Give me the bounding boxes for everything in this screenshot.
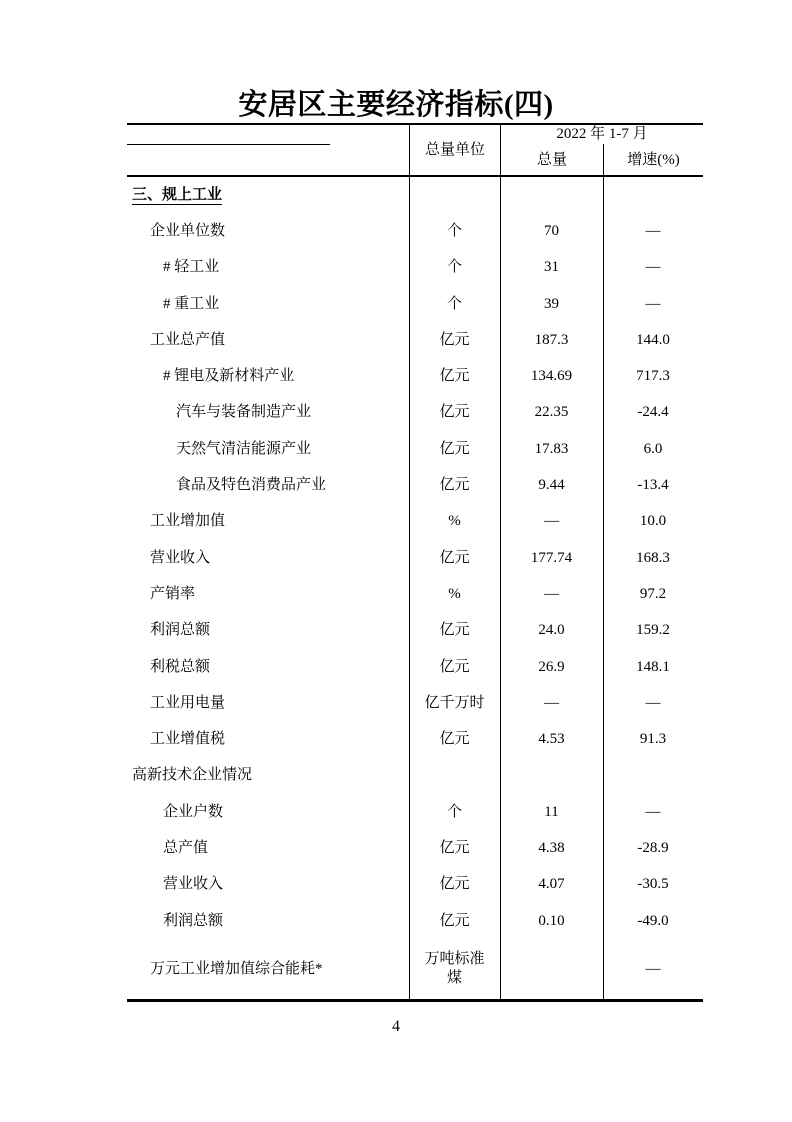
indicator-label-text: 食品及特色消费品产业 [176,477,327,494]
table-row [127,685,703,721]
indicator-label [127,912,409,931]
table-row [127,322,703,358]
table-bottom-rule [127,999,703,1002]
total-cell: 187.3 [534,331,569,348]
table-rows [127,177,703,999]
growth-cell: — [645,295,661,312]
growth-cell: — [645,222,661,239]
indicator-label-text: 利税总额 [150,658,211,675]
indicator-label-text: 利润总额 [150,622,211,639]
indicator-label-text: 产销率 [150,585,196,602]
table-row [127,286,703,322]
table-row [127,721,703,757]
indicator-label [127,585,409,604]
unit-cell: 个 [446,295,462,312]
unit-cell: 亿元 [439,331,470,348]
indicator-label [127,960,409,979]
table-row [127,540,703,576]
growth-cell: 10.0 [639,513,667,530]
growth-cell: 144.0 [636,331,670,348]
indicator-label-text: 万元工业增加值综合能耗* [150,960,323,977]
header-unit-col: 总量单位 [424,142,485,158]
indicator-label-text: 汽车与装备制造产业 [176,404,312,421]
growth-cell: -13.4 [637,477,669,494]
total-cell: 39 [544,295,559,312]
indicator-label-text: 企业户数 [163,803,224,820]
unit-cell: 亿元 [439,622,470,639]
total-cell: 11 [544,803,559,820]
unit-cell: 万吨标准煤 [424,951,485,987]
unit-cell: 亿元 [439,839,470,856]
total-cell: 0.10 [538,912,565,929]
total-cell: 24.0 [538,622,565,639]
indicator-label-text: 工业增加值 [150,513,226,530]
unit-cell: % [448,585,461,602]
table-row [127,177,703,213]
growth-cell: 91.3 [639,731,667,748]
table-row [127,576,703,612]
growth-cell: 717.3 [636,368,670,385]
table-row [127,830,703,866]
unit-cell: 亿元 [439,368,470,385]
growth-cell: — [645,960,661,977]
indicator-label [127,295,409,314]
total-cell: 4.53 [538,731,565,748]
indicator-label-text: 企业单位数 [150,222,226,239]
total-cell: — [544,513,559,530]
indicator-label [127,658,409,677]
indicator-label-text: 营业收入 [163,876,224,893]
table-row [127,939,703,999]
indicator-label-text: 营业收入 [150,549,211,566]
growth-cell: -24.4 [637,404,669,421]
unit-cell: % [448,513,461,530]
header-total: 总量 [536,152,567,168]
total-cell: 177.74 [530,549,573,566]
growth-cell: — [645,803,661,820]
total-cell: 26.9 [538,658,565,675]
indicator-label-text: 总产值 [163,839,209,856]
total-cell: 22.35 [534,404,569,421]
unit-cell: 个 [446,222,462,239]
indicator-label [127,875,409,894]
total-cell: 134.69 [530,368,573,385]
indicator-label-text: 工业总产值 [150,331,226,348]
indicator-label [127,549,409,568]
table-row [127,467,703,503]
growth-cell: 148.1 [636,658,670,675]
indicator-label [127,839,409,858]
indicator-label-text: 三、规上工业 [132,186,223,203]
indicator-label [127,258,409,277]
total-cell: 17.83 [534,440,569,457]
growth-cell: 168.3 [636,549,670,566]
total-cell: 31 [544,259,559,276]
indicator-label-text: # 重工业 [163,295,220,312]
unit-cell: 亿元 [439,549,470,566]
unit-cell: 亿元 [439,658,470,675]
total-cell: 9.44 [538,477,565,494]
growth-cell: 159.2 [636,622,670,639]
indicator-label-text: 高新技术企业情况 [132,767,253,784]
growth-cell: -28.9 [637,839,669,856]
indicator-label [127,403,409,422]
table-row [127,649,703,685]
total-cell: — [544,694,559,711]
table-row [127,613,703,649]
header-period: 2022 年 1-7 月 [556,126,648,142]
total-cell: 70 [544,222,559,239]
growth-cell: — [645,259,661,276]
growth-cell: -49.0 [637,912,669,929]
unit-cell: 个 [446,803,462,820]
table-row [127,758,703,794]
unit-cell: 亿千万时 [424,694,485,711]
unit-cell: 亿元 [439,477,470,494]
indicator-label [127,730,409,749]
growth-cell: — [645,694,661,711]
unit-cell: 个 [446,259,462,276]
total-cell: 4.38 [538,839,565,856]
indicator-label [127,803,409,822]
total-cell: — [544,585,559,602]
table-row [127,504,703,540]
indicator-label [127,440,409,459]
table-row [127,395,703,431]
table-row [127,903,703,939]
indicators-table [127,123,703,1003]
page-title: 安居区主要经济指标(四) [238,89,554,121]
growth-cell: 6.0 [643,440,663,457]
table-row [127,250,703,286]
indicator-label-text: # 轻工业 [163,259,220,276]
growth-cell: -30.5 [637,876,669,893]
indicator-label [127,621,409,640]
unit-cell: 亿元 [439,912,470,929]
table-row [127,358,703,394]
indicator-label [127,766,409,785]
table-row [127,794,703,830]
header-period-rule [127,144,330,145]
table-row [127,431,703,467]
indicator-label [127,512,409,531]
indicator-label [127,186,409,205]
page-number: 4 [392,1018,400,1035]
indicator-label-text: # 锂电及新材料产业 [163,368,295,385]
indicator-label [127,476,409,495]
indicator-label [127,331,409,350]
unit-cell: 亿元 [439,876,470,893]
indicator-label-text: 天然气清洁能源产业 [176,440,312,457]
table-row [127,867,703,903]
growth-cell: 97.2 [639,585,667,602]
indicator-label-text: 工业用电量 [150,694,226,711]
indicator-label [127,367,409,386]
total-cell: 4.07 [538,876,565,893]
unit-cell: 亿元 [439,440,470,457]
unit-cell: 亿元 [439,731,470,748]
indicator-label [127,222,409,241]
unit-cell: 亿元 [439,404,470,421]
indicator-label-text: 利润总额 [163,912,224,929]
header-growth: 增速(%) [627,152,680,168]
table-row [127,213,703,249]
indicator-label [127,694,409,713]
indicator-label-text: 工业增值税 [150,731,226,748]
